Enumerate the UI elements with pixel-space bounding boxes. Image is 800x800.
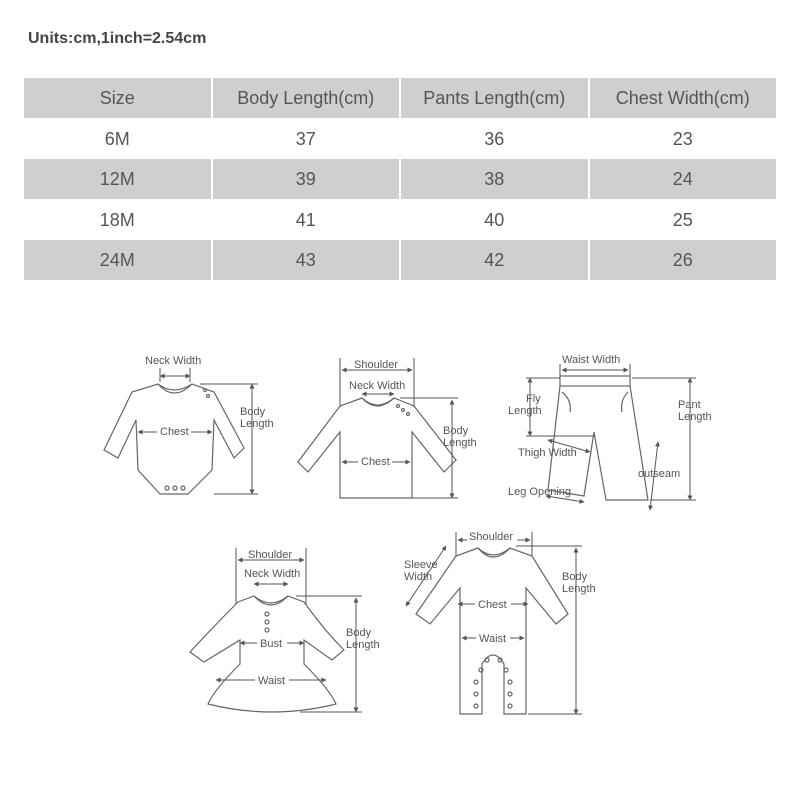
dress-length-label: Length	[346, 639, 380, 651]
pants-outseam-label: outseam	[638, 468, 681, 480]
cell-body-length: 39	[212, 159, 401, 200]
pants-diagram	[508, 354, 712, 510]
cell-pants-length: 38	[400, 159, 589, 200]
bodysuit-chest-label: Chest	[160, 426, 189, 438]
romper-sleeve-label: Sleeve	[404, 559, 438, 571]
shirt-diagram	[298, 358, 477, 498]
shirt-shoulder-label: Shoulder	[354, 359, 399, 371]
dress-bust-label: Bust	[260, 638, 283, 650]
header-chest-width: Chest Width(cm)	[589, 78, 778, 119]
shirt-length-label: Length	[443, 437, 477, 449]
romper-waist-label: Waist	[479, 633, 507, 645]
shirt-chest-label: Chest	[361, 456, 390, 468]
pants-waist-width-label: Waist Width	[562, 354, 621, 366]
cell-chest-width: 25	[589, 200, 778, 241]
dress-waist-label: Waist	[258, 675, 286, 687]
cell-size: 24M	[23, 240, 212, 281]
pants-waistband	[560, 376, 630, 386]
cell-body-length: 37	[212, 119, 401, 160]
dress-outline	[190, 596, 344, 712]
bodysuit-neck-width-label: Neck Width	[145, 355, 202, 367]
romper-width-label: Width	[404, 571, 433, 583]
cell-size: 18M	[23, 200, 212, 241]
cell-chest-width: 23	[589, 119, 778, 160]
dress-neckline	[254, 596, 288, 605]
cell-pants-length: 36	[400, 119, 589, 160]
cell-body-length: 41	[212, 200, 401, 241]
pants-fly-length-label: Length	[508, 405, 542, 417]
shirt-outline	[298, 398, 456, 498]
romper-diagram	[404, 530, 596, 714]
romper-neckline	[478, 548, 510, 557]
shirt-neck-width-label: Neck Width	[349, 380, 406, 392]
cell-chest-width: 24	[589, 159, 778, 200]
pants-outline	[548, 386, 648, 500]
bodysuit-body-label: Body	[240, 406, 266, 418]
header-body-length: Body Length(cm)	[212, 78, 401, 119]
cell-body-length: 43	[212, 240, 401, 281]
romper-body-label: Body	[562, 571, 588, 583]
dress-body-label: Body	[346, 627, 372, 639]
cell-size: 6M	[23, 119, 212, 160]
bodysuit-length-label: Length	[240, 418, 274, 430]
romper-shoulder-label: Shoulder	[469, 531, 514, 543]
pants-pant-label: Pant	[678, 399, 701, 411]
header-pants-length: Pants Length(cm)	[400, 78, 589, 119]
dress-shoulder-label: Shoulder	[248, 549, 293, 561]
cell-size: 12M	[23, 159, 212, 200]
cell-chest-width: 26	[589, 240, 778, 281]
bodysuit-diagram	[104, 355, 274, 494]
dress-diagram	[190, 548, 380, 712]
bodysuit-outline	[104, 384, 244, 494]
bodysuit-neckline	[158, 384, 192, 393]
units-note: Units:cm,1inch=2.54cm	[28, 30, 207, 47]
dress-neck-width-label: Neck Width	[244, 568, 301, 580]
cell-pants-length: 42	[400, 240, 589, 281]
cell-pants-length: 40	[400, 200, 589, 241]
pants-leg-opening-label: Leg Opening	[508, 486, 571, 498]
header-size: Size	[23, 78, 212, 119]
pants-fly-label: Fly	[526, 393, 541, 405]
romper-chest-label: Chest	[478, 599, 507, 611]
pants-pant-length-label: Length	[678, 411, 712, 423]
shirt-body-label: Body	[443, 425, 469, 437]
romper-length-label: Length	[562, 583, 596, 595]
pants-thigh-width-label: Thigh Width	[518, 447, 577, 459]
